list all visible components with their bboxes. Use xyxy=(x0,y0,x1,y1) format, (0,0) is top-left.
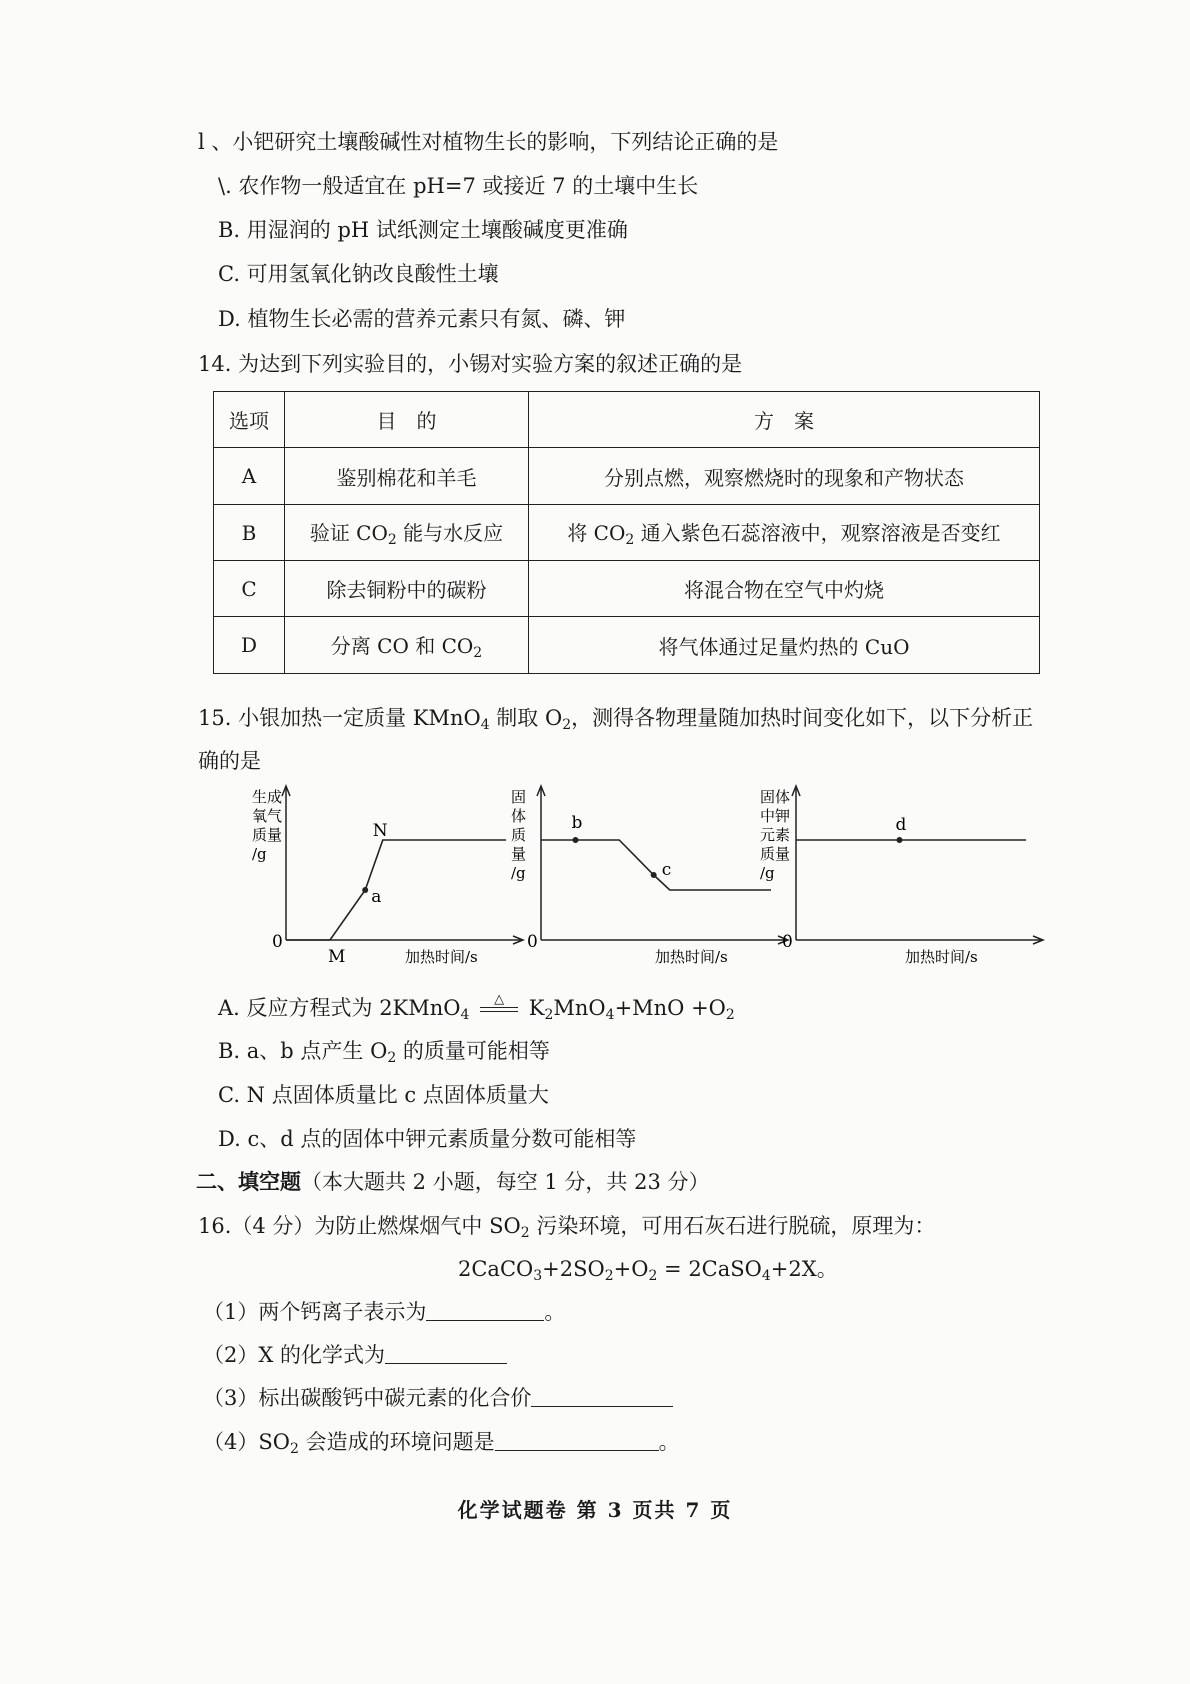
row-c-plan: 将混合物在空气中灼烧 xyxy=(529,561,1040,617)
q13-stem: l 、小钯研究土壤酸碱性对植物生长的影响，下列结论正确的是 xyxy=(198,130,779,154)
point-label-M: M xyxy=(328,947,346,967)
row-b-option: B xyxy=(214,505,285,561)
q16-stem: 16.（4 分）为防止燃煤烟气中 $SO_2$ 污染环境，可用石灰石进行脱硫，原理为： xyxy=(198,1214,936,1241)
point-label-a: a xyxy=(371,887,382,907)
table-row xyxy=(214,505,1040,561)
q16-item-1: （1）两个钙离子表示为 。 xyxy=(203,1300,566,1324)
row-a-plan: 分别点燃，观察燃烧时的现象和产物状态 xyxy=(529,448,1040,505)
q15-option-a: A. 反应方程式为 2KMnO$_4$ △ $K_2MnO_4+MnO +O_2$ xyxy=(218,992,735,1023)
row-b-purpose: 验证 $CO_2$ 能与水反应 xyxy=(285,505,529,561)
chart-solid-mass xyxy=(511,780,785,980)
header-purpose: 目 的 xyxy=(285,392,529,448)
row-c-option: C xyxy=(214,561,285,617)
table-row xyxy=(214,561,1040,617)
q13-option-b: B. 用湿润的 pH 试纸测定土壤酸碱度更准确 xyxy=(218,218,628,242)
origin-label: 0 xyxy=(527,932,538,952)
point-label-N: N xyxy=(372,821,388,841)
y-axis-label: 体 xyxy=(511,807,527,825)
q14-stem: 14. 为达到下列实验目的，小锡对实验方案的叙述正确的是 xyxy=(198,352,743,376)
q15-option-b: B. a、b 点产生 $O_2$ 的质量可能相等 xyxy=(218,1039,550,1066)
answer-blank-1[interactable] xyxy=(426,1300,544,1321)
data-line xyxy=(286,840,506,940)
data-point-c xyxy=(651,872,657,878)
q13-option-a: \. 农作物一般适宜在 pH=7 或接近 7 的土壤中生长 xyxy=(218,174,699,198)
row-d-option: D xyxy=(214,617,285,674)
page-footer: 化学试题卷 第 3 页共 7 页 xyxy=(457,1498,733,1522)
point-label-b: b xyxy=(571,813,583,833)
x-axis-label: 加热时间/s xyxy=(905,948,978,966)
point-label-d: d xyxy=(895,815,907,835)
answer-blank-3[interactable] xyxy=(531,1386,673,1407)
answer-blank-4[interactable] xyxy=(495,1430,659,1451)
chart-potassium-mass xyxy=(760,780,1035,980)
point-label-c: c xyxy=(661,860,672,880)
section-2-heading: 二、填空题（本大题共 2 小题，每空 1 分，共 23 分） xyxy=(196,1169,710,1194)
row-c-purpose: 除去铜粉中的碳粉 xyxy=(285,561,529,617)
y-axis-label: 中钾 xyxy=(760,807,791,825)
table-header-row xyxy=(214,392,1040,448)
q16-item-4: $(4)SO_2$ 会造成的环境问题是 。 xyxy=(203,1430,680,1457)
chart-oxygen-mass xyxy=(220,780,510,980)
row-d-plan: 将气体通过足量灼热的 CuO xyxy=(529,617,1040,674)
y-axis-label: /g xyxy=(252,845,267,863)
q14-table xyxy=(213,391,1040,674)
answer-blank-2[interactable] xyxy=(385,1343,507,1364)
q15-option-c: C. N 点固体质量比 c 点固体质量大 xyxy=(218,1083,549,1107)
header-plan: 方 案 xyxy=(529,392,1040,448)
table-row xyxy=(214,617,1040,674)
y-axis-label: 元素 xyxy=(760,826,791,844)
y-axis-label: /g xyxy=(511,864,526,882)
q13-option-d: D. 植物生长必需的营养元素只有氮、磷、钾 xyxy=(218,307,626,331)
x-axis-label: 加热时间/s xyxy=(655,948,728,966)
q16-item-2: （2）X 的化学式为 xyxy=(203,1341,507,1369)
origin-label: 0 xyxy=(782,932,793,952)
q16-equation: $2CaCO_3+2SO_2+O_2$ = 2CaSO$_4$+2X。 xyxy=(458,1257,838,1284)
row-a-option: A xyxy=(214,448,285,505)
x-axis-label: 加热时间/s xyxy=(405,948,478,966)
y-axis-label: /g xyxy=(760,864,775,882)
y-axis-label: 质量 xyxy=(760,845,791,863)
data-point-d xyxy=(897,837,903,843)
y-axis-label: 生成 xyxy=(252,788,283,806)
row-b-plan: 将 $CO_2$ 通入紫色石蕊溶液中，观察溶液是否变红 xyxy=(529,505,1040,561)
data-point-b xyxy=(573,837,579,843)
y-axis-label: 固体 xyxy=(760,788,791,806)
data-line xyxy=(541,840,771,890)
q15-option-d: D. c、d 点的固体中钾元素质量分数可能相等 xyxy=(218,1127,637,1151)
y-axis-label: 固 xyxy=(511,788,527,806)
q16-item-3: （3）标出碳酸钙中碳元素的化合价 xyxy=(203,1384,673,1412)
data-point-a xyxy=(362,887,368,893)
y-axis-label: 质 xyxy=(511,826,527,844)
row-a-purpose: 鉴别棉花和羊毛 xyxy=(285,448,529,505)
y-axis-label: 质量 xyxy=(252,826,283,844)
q15-stem: 15. 小银加热一定质量 KMnO$_4$ 制取 $O_2$，测得各物理量随加热时间变化如下，以下分析正 xyxy=(198,706,1034,733)
header-option: 选项 xyxy=(214,392,285,448)
q15-stem-line2: 确的是 xyxy=(198,749,261,773)
y-axis-label: 氧气 xyxy=(252,807,283,825)
q13-option-c: C. 可用氢氧化钠改良酸性土壤 xyxy=(218,262,499,286)
heating-condition: △ xyxy=(476,994,522,1022)
origin-label: 0 xyxy=(272,932,283,952)
y-axis-label: 量 xyxy=(511,845,527,863)
row-d-purpose: 分离 CO 和 $CO_2$ xyxy=(285,617,529,674)
table-row xyxy=(214,448,1040,505)
